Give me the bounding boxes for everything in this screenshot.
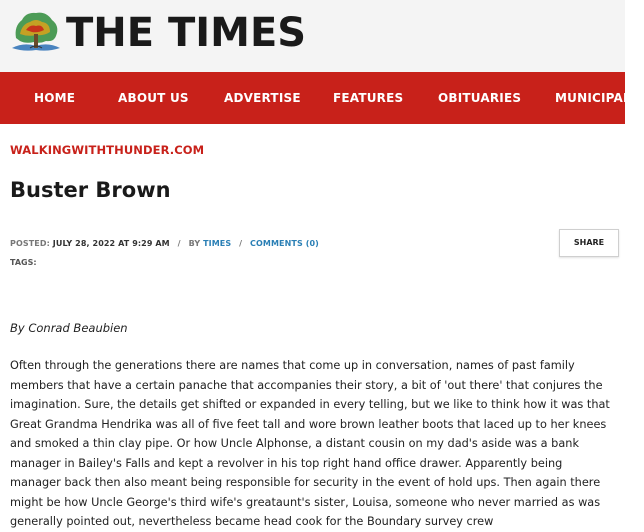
nav-item-municipal[interactable]: MUNICIPAL E xyxy=(555,91,644,105)
article-meta xyxy=(10,239,319,248)
comments-link[interactable]: COMMENTS (0) xyxy=(250,239,319,248)
article-body: Often through the generations there are names that come up in conversation, names of past family members that have a certain panache that accompanies their story, a bit of 'out there' that conjures the imagination. Sure, the details get shifted or expanded in every telling, but we like to think how it was that Great Grandma Hendrika was all of five feet tall and wore brown leather boots that laced up to her knees and smoked a thin clay pipe. Or how Uncle Alphonse, a distant cousin on my dad's aside was a bank manager in Bailey's Falls and kept a revolver in his top right hand office drawer. Apparently being manager back then also meant being responsible for security in the event of hold ups. Then again there might be how Uncle George's third wife's greataunt's sister, Louisa, someone who never married as was generally pointed out, nevertheless became head cook for the Boundary survey crew xyxy=(10,359,610,528)
article-title: Buster Brown xyxy=(10,178,171,202)
main-nav xyxy=(0,72,644,124)
by-label: BY xyxy=(188,239,201,248)
nav-item-home[interactable]: HOME xyxy=(34,91,76,105)
share-button[interactable]: SHARE xyxy=(559,229,619,257)
nav-item-about-us[interactable]: ABOUT US xyxy=(118,91,189,105)
tags-label: TAGS: xyxy=(10,258,37,267)
meta-separator: / xyxy=(177,239,181,248)
section-label[interactable]: WALKINGWITHTHUNDER.COM xyxy=(10,143,205,157)
tree-logo-icon[interactable] xyxy=(10,8,62,56)
article-byline: By Conrad Beaubien xyxy=(10,321,128,335)
meta-separator-2: / xyxy=(239,239,243,248)
posted-label: POSTED: xyxy=(10,239,50,248)
nav-item-features[interactable]: FEATURES xyxy=(333,91,404,105)
site-title[interactable]: THE TIMES xyxy=(66,10,307,56)
posted-date: JULY 28, 2022 AT 9:29 AM xyxy=(52,239,170,248)
masthead xyxy=(0,0,625,72)
author-link[interactable]: TIMES xyxy=(203,239,232,248)
nav-item-advertise[interactable]: ADVERTISE xyxy=(224,91,301,105)
nav-item-obituaries[interactable]: OBITUARIES xyxy=(438,91,522,105)
